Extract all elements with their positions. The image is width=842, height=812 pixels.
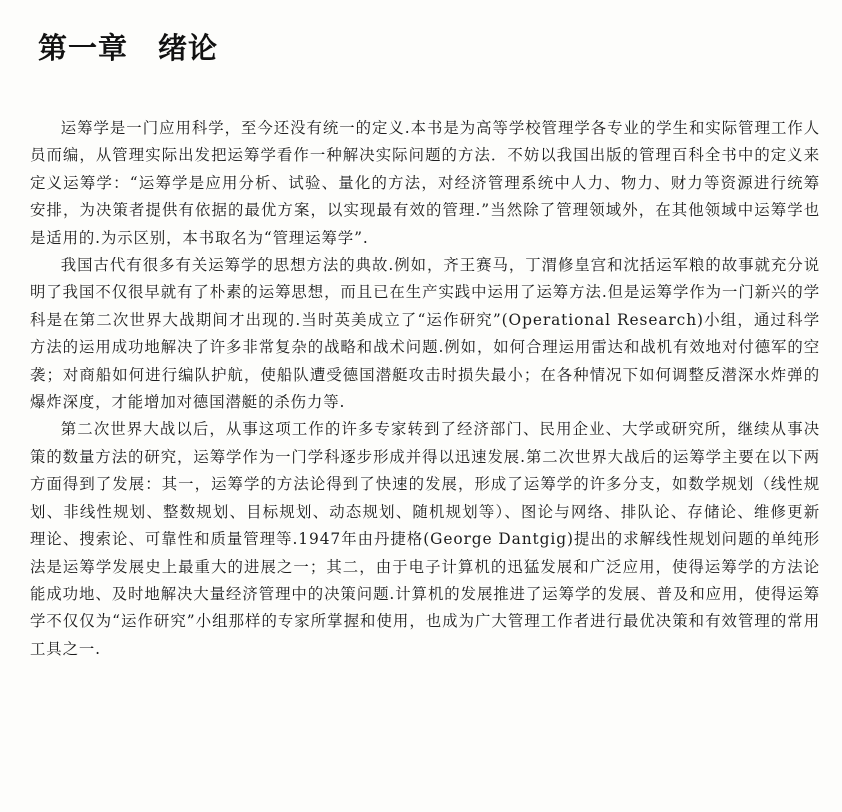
paragraph-postwar-development: 第二次世界大战以后，从事这项工作的许多专家转到了经济部门、民用企业、大学或研究所，继续从事决策的数量方法的研究，运筹学作为一门学科逐步形成并得以迅速发展.第二次世界大战后的运筹学主要在以下两方面得到了发展：其一，运筹学的方法论得到了快速的发展，形成了运筹学的许多分支，如数学规划（线性规划、非线性规划、整数规划、目标规划、动态规划、随机规划等）、图论与网络、排队论、存储论、维修更新理论、搜索论、可靠性和质量管理等.1947年由丹捷格(George Dantgig)提出的求解线性规划问题的单纯形法是运筹学发展史上最重大的进展之一；其二，由于电子计算机的迅猛发展和广泛应用，使得运筹学的方法论能成功地、及时地解决大量经济管理中的决策问题.计算机的发展推进了运筹学的发展、普及和应用，使得运筹学不仅仅为“运作研究”小组那样的专家所掌握和使用，也成为广大管理工作者进行最优决策和有效管理的常用工具之一. [30,420,820,658]
paragraph-definition: 运筹学是一门应用科学，至今还没有统一的定义.本书是为高等学校管理学各专业的学生和实际管理工作人员而编，从管理实际出发把运筹学看作一种解决实际问题的方法．不妨以我国出版的管理百科全书中的定义来定义运筹学：“运筹学是应用分析、试验、量化的方法，对经济管理系统中人力、物力、财力等资源进行统筹安排，为决策者提供有依据的最优方案，以实现最有效的管理.”当然除了管理领域外，在其他领域中运筹学也是适用的.为示区别，本书取名为“管理运筹学”. [30,119,820,247]
chapter-heading [38,26,218,67]
paragraph-history: 我国古代有很多有关运筹学的思想方法的典故.例如，齐王赛马，丁渭修皇宫和沈括运军粮的故事就充分说明了我国不仅很早就有了朴素的运筹思想，而且已在生产实践中运用了运筹方法.但是运筹学作为一门新兴的学科是在第二次世界大战期间才出现的.当时英美成立了“运作研究”(Operational Research)小组，通过科学方法的运用成功地解决了许多非常复杂的战略和战术问题.例如，如何合理运用雷达和战机有效地对付德军的空袭；对商船如何进行编队护航，使船队遭受德国潜艇攻击时损失最小；在各种情况下如何调整反潜深水炸弹的爆炸深度，才能增加对德国潜艇的杀伤力等. [30,256,820,412]
chapter-number: 第一章 [38,31,129,65]
chapter-body [30,115,820,663]
chapter-title: 绪论 [158,31,219,65]
